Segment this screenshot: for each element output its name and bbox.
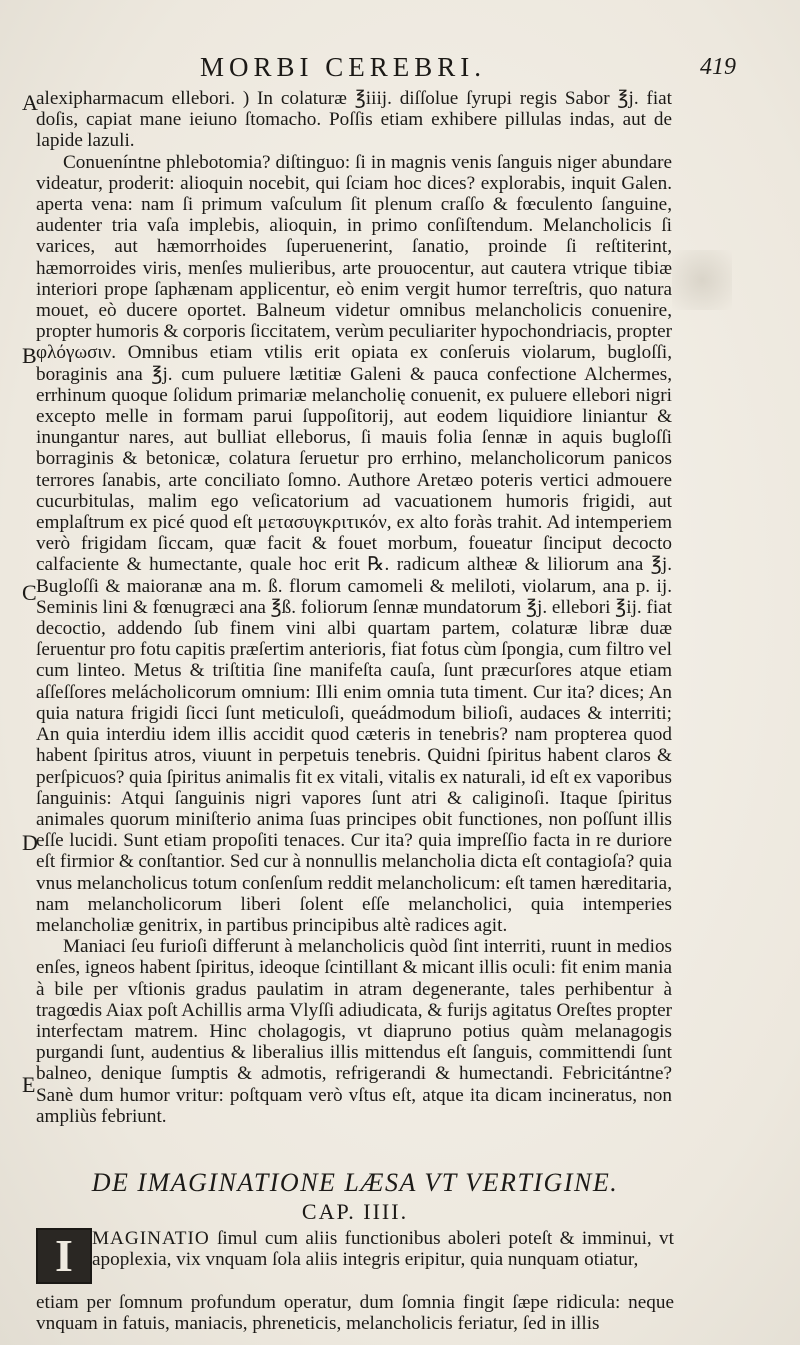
drop-cap-letter: I — [55, 1230, 73, 1281]
page-number: 419 — [700, 54, 736, 80]
main-text — [36, 88, 672, 1127]
chapter-opening — [92, 1228, 674, 1270]
margin-letter-d: D — [22, 830, 38, 855]
paragraph-1: alexipharmacum ellebori. ) In colaturæ ℥iiij. diſſolue ſyrupi regis Sabor ℥j. fiat doſis, capiat mane ieiuno ſtomacho. Poſſis etiam exhibere pillulas indas, aut de lapide lazuli. — [36, 88, 672, 152]
chapter-number: CAP. IIII. — [301, 1199, 409, 1224]
chapter-continuation: etiam per ſomnum profundum operatur, dum ſomnia fingit ſæpe ridicula: neque vnquam in fatuis, maniacis, phreneticis, melancholicis feriatur, ſed in illis — [36, 1292, 674, 1335]
margin-letter-e: E — [22, 1072, 36, 1097]
margin-letter-b: B — [22, 343, 37, 368]
running-title: MORBI CEREBRI. — [200, 52, 487, 82]
drop-cap — [36, 1228, 92, 1284]
paper-stain — [672, 250, 732, 310]
chapter-title: DE IMAGINATIONE LÆSA VT VERTIGINE. — [91, 1168, 619, 1197]
chapter-lead-word: MAGINATIO — [92, 1228, 210, 1249]
chapter-lead-text: ſimul cum aliis functionibus aboleri poteſt & imminui, vt apoplexia, vix vnquam ſola aliis integris eripitur, quia nunquam otiatur, — [92, 1228, 674, 1271]
page-header — [60, 48, 736, 88]
paragraph-2: Conueníntne phlebotomia? diſtinguo: ſi in magnis venis ſanguis niger abundare videatur, proderit: alioquin nocebit, qui ſciam hoc dices? explorabis, inquit Galen. aperta vena: nam ſi primum vaſculum ſit plenum craſſo & fœculento ſanguine, audenter tria vaſa implebis, alioquin, in primo conſiſtendum. Melancholicis ſi varices, aut hæmorrhoides ſuperuenerint, ſanatio, proinde ſi reſtiterint, hæmorroides viris, menſes mulieribus, arte prouocentur, aut cautera vtrique tibiæ interiori prope ſaphænam applicentur, eò enim vergit humor terreſtris, quo natura mouet, eò ducere oportet. Balneum videtur omnibus melancholicis conuenire, propter humoris & corporis ſiccitatem, verùm peculiariter hypochondriacis, propter φλόγωσιν. Omnibus etiam vtilis erit opiata ex conſeruis violarum, bugloſſi, boraginis ana ℥j. cum puluere lætitiæ Galeni & pauca confectione Alchermes, errhinum quoque ſolidum primariæ melancholię conuenit, ex puluere ellebori nigri excepto melle in formam parui ſuppoſitorij, aut eodem liquidiore liniantur & inungantur nares, aut bulliat elleborus, ſi mauis folia ſennæ in aquis bugloſſi borraginis & betonicæ, colatura ſeruetur pro errhino, melancholicorum panicos terrores ſanabis, arte conciliato ſomno. Authore Aretæo poteris vertici admouere cucurbitulas, malim ego veſicatorium ad vacuationem humoris frigidi, aut emplaſtrum ex picé quod eſt μετασυγκριτικόν, ex alto foràs trahit. Ad intemperiem verò frigidam ſiccam, quæ facit & fouet morbum, foueatur ſinciput decocto calfaciente & humectante, quale hoc erit ℞. radicum altheæ & liliorum ana ℥j. Bugloſſi & maioranæ ana m. ß. florum camomeli & meliloti, violarum, ana p. ij. Seminis lini & fœnugræci ana ℥ß. foliorum ſennæ mundatorum ℥j. ellebori ℥ij. fiat decoctio, addendo ſub finem vini albi quartam partem, colaturæ libræ duæ ſeruentur pro fotu capitis præſertim anterioris, fiat fotus cùm ſpongia, cum filtro vel cum linteo. Metus & triſtitia ſine manifeſta cauſa, ſunt præcurſores atque etiam aſſeſſores melácholicorum omnium: Illi enim omnia tuta timent. Cur ita? dices; An quia natura frigidi ſicci ſunt meticuloſi, queádmodum bilioſi, audaces & interriti; An quia interdiu idem illis accidit quod cæteris in tenebris? nam propterea quod habent ſpiritus atros, viuunt in perpetuis tenebris. Quidni ſpiritus habent claros & perſpicuos? quia ſpiritus animalis fit ex vitali, vitalis ex naturali, id eſt ex vaporibus ſanguinis: Atqui ſanguinis nigri vapores ſunt atri & caliginoſi. Itaque ſpiritus animales quorum miniſterio anima ſuas principes obit functiones, non poſſunt illis eſſe lucidi. Sunt etiam propoſiti tenaces. Cur ita? quia impreſſio facta in re duriore eſt firmior & conſtantior. Sed cur à nonnullis melancholia dicta eſt contagioſa? quia vnus melancholicus totum conſenſum reddit melancholicum: eſt tamen hæreditaria, nam melancholicorum liberi ſolent eſſe melancholici, quia intemperies melancholiæ genitrix, in partibus principibus altè radices agit. — [36, 151, 672, 936]
margin-letter-a: A — [22, 90, 38, 115]
margin-letter-c: C — [22, 580, 37, 605]
paragraph-3: Maniaci ſeu furioſi differunt à melancholicis quòd ſint interriti, ruunt in medios enſes, igneos habent ſpiritus, ideoque ſcintillant & micant illis oculi: fit enim mania à bile per vſtionis gradus paulatim in atram degenerante, tales perhibentur à tragœdis Aiax poſt Achillis arma Vlyſſi adiudicata, & furijs agitatus Oreſtes propter interfectam matrem. Hinc cholagogis, vt diapruno potius quàm melanagogis purgandi ſunt, audentius & liberalius illis mittendus eſt ſanguis, committendi ſunt balneo, denique ſumptis & admotis, refrigerandi & humectandi. Febricitántne? Sanè dum humor vritur: poſtquam verò vſtus eſt, atque ita dicam incineratus, non ampliùs febriunt. — [36, 936, 672, 1127]
